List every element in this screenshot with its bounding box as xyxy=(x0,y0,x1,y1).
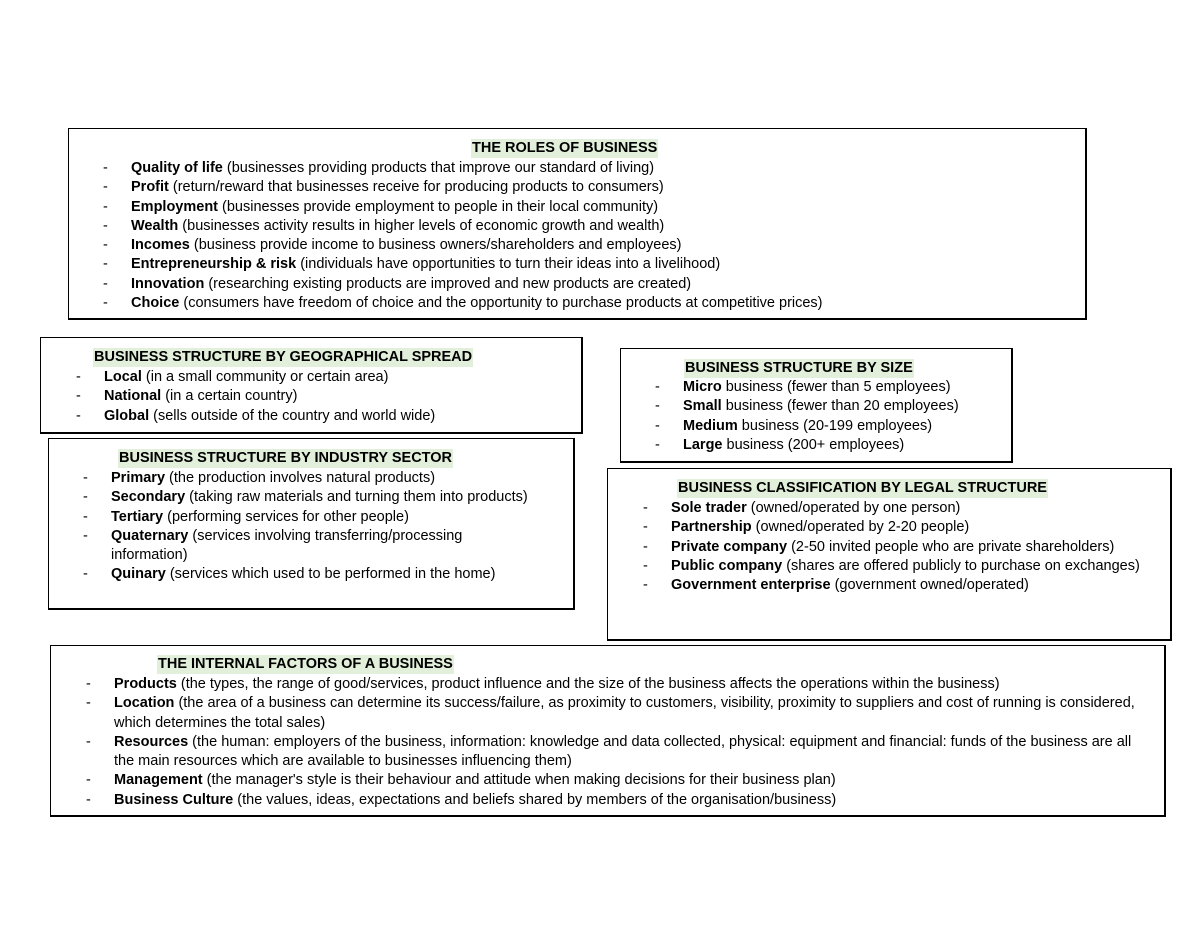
item-term: Resources xyxy=(114,733,189,750)
item-description: (individuals have opportunities to turn their ideas into a livelihood) xyxy=(296,256,721,273)
bullet-dash: - xyxy=(86,733,91,750)
geo-list xyxy=(76,368,574,426)
item-term: Quinary xyxy=(111,566,166,583)
item-description: (consumers have freedom of choice and the opportunity to purchase products at competitive prices) xyxy=(179,295,823,312)
bullet-dash: - xyxy=(643,519,648,536)
internal-factors-box xyxy=(50,645,1166,817)
bullet-dash: - xyxy=(643,500,648,516)
list-item xyxy=(76,368,574,387)
legal-list xyxy=(643,499,1141,595)
bullet-dash: - xyxy=(86,772,91,789)
item-term: Incomes xyxy=(131,237,190,254)
item-term: Quality of life xyxy=(131,160,223,176)
item-description: (government owned/operated) xyxy=(830,577,1029,594)
size-list xyxy=(655,378,1008,455)
bullet-dash: - xyxy=(76,388,81,405)
list-item xyxy=(643,557,1141,576)
item-description: (the manager's style is their behaviour and attitude when making decisions for their business plan) xyxy=(202,772,836,789)
item-description: (the human: employers of the business, information: knowledge and data collected, physical: equipment and financial: funds of the business are all the main resources which are available to businesses influencing them) xyxy=(114,733,1132,770)
internal-list xyxy=(86,675,1154,810)
item-description: (2-50 invited people who are private shareholders) xyxy=(787,538,1115,555)
roles-title: THE ROLES OF BUSINESS xyxy=(472,140,658,156)
item-description: (owned/operated by 2-20 people) xyxy=(751,519,970,536)
bullet-dash: - xyxy=(103,237,108,254)
list-item xyxy=(83,469,541,488)
item-term: Primary xyxy=(111,470,166,486)
geographical-spread-box xyxy=(40,337,583,434)
bullet-dash: - xyxy=(86,791,91,808)
item-term: Choice xyxy=(131,295,180,312)
roles-list xyxy=(103,159,1076,313)
internal-title: THE INTERNAL FACTORS OF A BUSINESS xyxy=(158,656,453,672)
item-term: Innovation xyxy=(131,275,205,292)
bullet-dash: - xyxy=(655,398,660,415)
list-item xyxy=(655,436,1008,455)
item-term: Profit xyxy=(131,179,169,196)
bullet-dash: - xyxy=(655,436,660,453)
item-term: Small xyxy=(683,398,722,415)
list-item xyxy=(103,255,1076,274)
list-item xyxy=(103,217,1076,236)
list-item xyxy=(83,508,541,527)
item-description: (return/reward that businesses receive for producing products to consumers) xyxy=(168,179,664,196)
legal-title: BUSINESS CLASSIFICATION BY LEGAL STRUCTURE xyxy=(678,480,1047,496)
item-term: Entrepreneurship & risk xyxy=(131,256,297,273)
item-term: Government enterprise xyxy=(671,577,831,594)
item-term: Employment xyxy=(131,198,219,215)
bullet-dash: - xyxy=(643,538,648,555)
list-item xyxy=(86,733,1154,772)
bullet-dash: - xyxy=(103,217,108,234)
item-description: business (200+ employees) xyxy=(722,436,905,453)
size-title: BUSINESS STRUCTURE BY SIZE xyxy=(685,360,913,376)
list-item xyxy=(655,417,1008,436)
list-item xyxy=(86,771,1154,790)
item-description: (sells outside of the country and world wide) xyxy=(149,407,436,424)
item-term: Quaternary xyxy=(111,527,189,544)
list-item xyxy=(103,198,1076,217)
item-description: (services which used to be performed in the home) xyxy=(165,566,496,583)
item-description: (shares are offered publicly to purchase on exchanges) xyxy=(782,557,1140,574)
item-description: (performing services for other people) xyxy=(163,508,409,525)
item-description: (the types, the range of good/services, product influence and the size of the business affects the operations within the business) xyxy=(176,676,1000,692)
bullet-dash: - xyxy=(76,369,81,385)
bullet-dash: - xyxy=(76,407,81,424)
item-term: Private company xyxy=(671,538,788,555)
list-item xyxy=(83,488,541,507)
item-term: Business Culture xyxy=(114,791,234,808)
item-description: (in a certain country) xyxy=(161,388,298,405)
item-term: Medium xyxy=(683,417,738,434)
size-box xyxy=(620,348,1013,463)
list-item xyxy=(86,675,1154,694)
item-term: Partnership xyxy=(671,519,752,536)
list-item xyxy=(86,694,1154,733)
item-term: Large xyxy=(683,436,723,453)
list-item xyxy=(103,294,1076,313)
item-description: business (20-199 employees) xyxy=(737,417,933,434)
item-term: Wealth xyxy=(131,217,179,234)
bullet-dash: - xyxy=(103,256,108,273)
list-item xyxy=(103,236,1076,255)
bullet-dash: - xyxy=(83,470,88,486)
item-term: Secondary xyxy=(111,489,186,506)
bullet-dash: - xyxy=(83,508,88,525)
item-term: Tertiary xyxy=(111,508,164,525)
list-item xyxy=(103,178,1076,197)
sector-list xyxy=(83,469,541,585)
list-item xyxy=(76,407,574,426)
bullet-dash: - xyxy=(103,160,108,176)
geo-title: BUSINESS STRUCTURE BY GEOGRAPHICAL SPREAD xyxy=(94,349,473,365)
list-item xyxy=(103,275,1076,294)
item-term: Location xyxy=(114,695,175,712)
item-description: (businesses providing products that improve our standard of living) xyxy=(222,160,655,176)
item-description: (the values, ideas, expectations and beliefs shared by members of the organisation/business) xyxy=(233,791,837,808)
industry-sector-box xyxy=(48,438,575,610)
item-term: Public company xyxy=(671,557,783,574)
item-term: Local xyxy=(104,369,142,385)
list-item xyxy=(86,791,1154,810)
bullet-dash: - xyxy=(643,577,648,594)
sector-title: BUSINESS STRUCTURE BY INDUSTRY SECTOR xyxy=(119,450,453,466)
bullet-dash: - xyxy=(655,417,660,434)
item-description: (the area of a business can determine its success/failure, as proximity to customers, visibility, proximity to suppliers and cost of running is considered, which determines the total sales) xyxy=(114,695,1135,731)
bullet-dash: - xyxy=(643,557,648,574)
item-description: (businesses provide employment to people in their local community) xyxy=(218,198,659,215)
bullet-dash: - xyxy=(86,695,91,712)
bullet-dash: - xyxy=(103,198,108,215)
item-term: Products xyxy=(114,676,177,692)
list-item xyxy=(76,387,574,406)
list-item xyxy=(83,527,541,566)
list-item xyxy=(643,499,1141,518)
item-description: (business provide income to business owners/shareholders and employees) xyxy=(189,237,682,254)
bullet-dash: - xyxy=(86,676,91,692)
legal-structure-box xyxy=(607,468,1172,641)
list-item xyxy=(655,378,1008,397)
item-description: (researching existing products are improved and new products are created) xyxy=(204,275,692,292)
item-term: Global xyxy=(104,407,150,424)
list-item xyxy=(643,576,1141,595)
list-item xyxy=(103,159,1076,178)
item-description: (businesses activity results in higher levels of economic growth and wealth) xyxy=(178,217,665,234)
list-item xyxy=(83,565,541,584)
item-term: Micro xyxy=(683,379,722,395)
item-description: (owned/operated by one person) xyxy=(746,500,961,516)
roles-of-business-box xyxy=(68,128,1087,320)
item-description: business (fewer than 5 employees) xyxy=(721,379,951,395)
item-term: National xyxy=(104,388,162,405)
item-description: (taking raw materials and turning them into products) xyxy=(185,489,528,506)
list-item xyxy=(643,518,1141,537)
bullet-dash: - xyxy=(103,295,108,312)
bullet-dash: - xyxy=(83,566,88,583)
item-description: (in a small community or certain area) xyxy=(141,369,389,385)
item-term: Management xyxy=(114,772,203,789)
item-description: (services involving transferring/processing information) xyxy=(111,527,463,564)
list-item xyxy=(643,538,1141,557)
list-item xyxy=(655,397,1008,416)
item-description: business (fewer than 20 employees) xyxy=(721,398,959,415)
bullet-dash: - xyxy=(103,275,108,292)
item-description: (the production involves natural products) xyxy=(165,470,436,486)
bullet-dash: - xyxy=(83,489,88,506)
bullet-dash: - xyxy=(655,379,660,395)
item-term: Sole trader xyxy=(671,500,747,516)
bullet-dash: - xyxy=(103,179,108,196)
bullet-dash: - xyxy=(83,527,88,544)
